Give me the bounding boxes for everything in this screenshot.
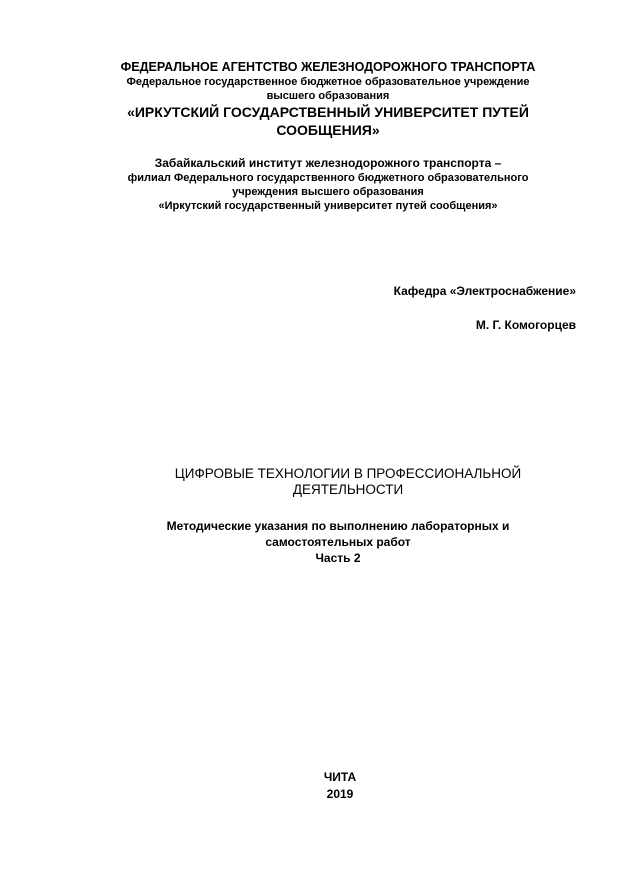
agency-name: ФЕДЕРАЛЬНОЕ АГЕНТСТВО ЖЕЛЕЗНОДОРОЖНОГО ТРАНСПОРТА [120,60,536,74]
subtitle-line2: самостоятельных работ [265,535,411,549]
institute-line3: учреждения высшего образования [232,186,424,198]
university-name-line2: СООБЩЕНИЯ» [276,122,380,138]
institute-header [68,156,588,213]
institution-type-line2: высшего образования [266,90,390,102]
title-line2: ДЕЯТЕЛЬНОСТИ [292,482,404,497]
agency-header [68,60,588,139]
department-name: Кафедра «Электроснабжение» [393,284,576,298]
institution-type-line1: Федеральное государственное бюджетное образовательное учреждение [126,76,530,88]
subtitle-part: Часть 2 [315,551,361,565]
institute-line1: Забайкальский институт железнодорожного транспорта – [154,156,502,170]
publication-year: 2019 [326,787,354,801]
institute-line4: «Иркутский государственный университет путей сообщения» [158,200,498,212]
institute-line2: филиал Федерального государственного бюджетного образовательного [127,172,529,184]
author-name: М. Г. Комогорцев [475,318,576,332]
document-title [88,466,608,498]
city-name: ЧИТА [323,770,357,784]
title-line1: ЦИФРОВЫЕ ТЕХНОЛОГИИ В ПРОФЕССИОНАЛЬНОЙ [174,466,522,481]
publication-place [80,769,600,803]
document-subtitle [78,518,598,566]
university-name-line1: «ИРКУТСКИЙ ГОСУДАРСТВЕННЫЙ УНИВЕРСИТЕТ ПУТЕЙ [127,104,529,120]
subtitle-line1: Методические указания по выполнению лабораторных и [166,519,510,533]
